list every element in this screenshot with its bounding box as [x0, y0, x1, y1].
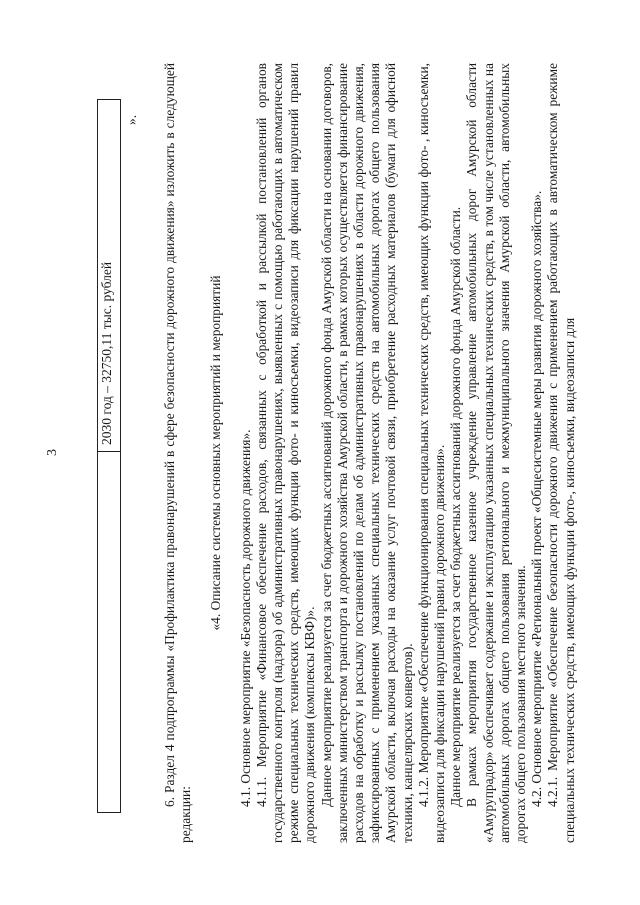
activity-4-1-2: 4.1.2. Мероприятие «Обеспечение функционирования специальных технических средств, имеющих функции фото- , киносъемки, видеозаписи для фиксации нарушений правил дорожного движения».: [415, 63, 448, 843]
activity-4-2-1: 4.2.1. Мероприятие «Обеспечение безопасности дорожного движения с применением работающих в автоматическом режиме специальных технических средств, имеющих функции фото-, киносъемки, видеозаписи для: [545, 63, 577, 843]
closing-quote: ».: [124, 114, 139, 125]
amendment-intro: 6. Раздел 4 подпрограммы «Профилактика правонарушений в сфере безопасности дорожного движения» изложить в следующей редакции:: [162, 63, 194, 843]
section-heading: «4. Описание системы основных мероприятий и мероприятий: [208, 275, 224, 631]
document-body: [162, 63, 578, 843]
paragraph-4-1-2-funding: Данное мероприятие реализуется за счет бюджетных ассигнований дорожного фонда Амурской области.: [448, 206, 464, 807]
main-activity-4-1: 4.1. Основное мероприятие «Безопасность дорожного движения».: [237, 429, 253, 807]
main-activity-4-2: 4.2. Основное мероприятие «Региональный проект «Общесистемные меры развития дорожного хозяйства».: [529, 190, 545, 807]
paragraph-4-1-2-details: В рамках мероприятия государственное казенное учреждение управление автомобильных дорог Амурской области «Амурупрадор» обеспечивает содержание и эксплуатацию указанных специальных технических средств, в том числе установленных на автомобильных дорогах общего пользования регионального и межмуниципального значения Амурской области, автомобильных дорогах общего пользования местного значения.: [464, 63, 529, 843]
table-row: [98, 100, 121, 813]
table-cell-empty: [98, 452, 121, 813]
paragraph-4-1-1-details: Данное мероприятие реализуется за счет бюджетных ассигнований дорожного фонда Амурской области на основании договоров, заключенных министерством транспорта и дорожного хозяйства Амурской области, в рамках которых осуществляется финансирование расходов на обработку и рассылку постановлений по делам об административных правонарушениях в области дорожного движения, зафиксированных с применением указанных специальных технических средств на автомобильных дорогах общего пользования Амурской области, включая расходы на оказание услуг почтовой связи, приобретение расходных материалов (бумаги для офисной техники, канцелярских конвертов).: [318, 63, 415, 843]
table-cell-funding: 2030 год – 32750,11 тыс. рублей: [98, 100, 121, 452]
page-number: 3: [45, 449, 60, 456]
activity-4-1-1: 4.1.1. Мероприятие «Финансовое обеспечение расходов, связанных с обработкой и рассылкой постановлений органов государственного контроля (надзора) об административных правонарушениях, выявленных с помощью работающих в автоматическом режиме специальных технических средств, имеющих функции фото- и киносъемки, видеозаписи для фиксации нарушений правил дорожного движения (комплексы КВФ)».: [253, 63, 318, 843]
funding-table: [97, 99, 121, 813]
